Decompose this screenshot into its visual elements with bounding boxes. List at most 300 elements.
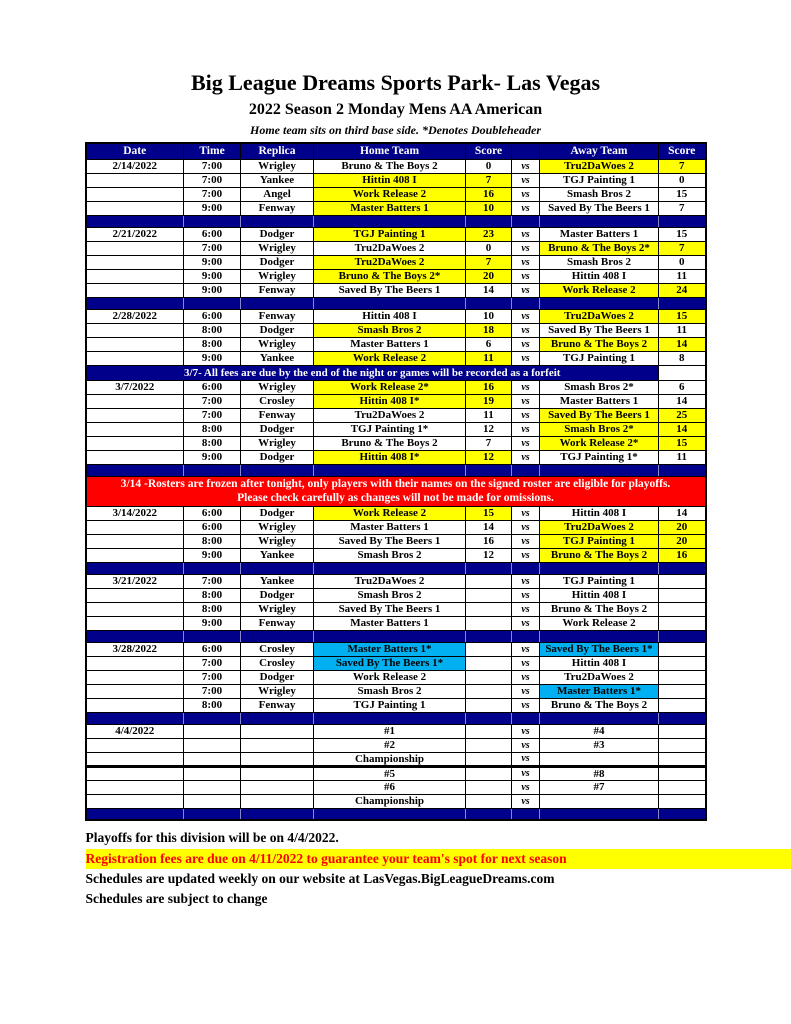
game-row xyxy=(86,602,706,616)
away-team-cell: #8 xyxy=(540,766,659,780)
home-team-cell: Tru2DaWoes 2 xyxy=(314,255,466,269)
game-row xyxy=(86,616,706,630)
home-team-cell: Championship xyxy=(314,752,466,766)
replica-cell: Fenway xyxy=(241,201,314,215)
game-row xyxy=(86,159,706,173)
home-score-cell xyxy=(466,780,512,794)
home-team-cell: Hittin 408 I* xyxy=(314,394,466,408)
separator-cell xyxy=(466,712,512,724)
replica-cell: Angel xyxy=(241,187,314,201)
date-cell: 2/28/2022 xyxy=(86,309,184,323)
separator-cell xyxy=(314,562,466,574)
away-team-cell: TGJ Painting 1 xyxy=(540,173,659,187)
date-cell xyxy=(86,656,184,670)
separator-cell xyxy=(314,464,466,476)
separator-cell xyxy=(86,630,184,642)
game-row xyxy=(86,506,706,520)
replica-cell: Fenway xyxy=(241,698,314,712)
game-row xyxy=(86,642,706,656)
away-team-cell: #4 xyxy=(540,724,659,738)
home-team-cell: Work Release 2* xyxy=(314,380,466,394)
time-cell xyxy=(184,780,241,794)
time-cell: 8:00 xyxy=(184,323,241,337)
home-score-cell: 12 xyxy=(466,450,512,464)
vs-label: vs xyxy=(512,422,540,436)
vs-label: vs xyxy=(512,323,540,337)
column-header-away-score: Score xyxy=(659,143,706,159)
away-score-cell xyxy=(659,642,706,656)
away-score-cell xyxy=(659,656,706,670)
separator-cell xyxy=(184,712,241,724)
time-cell: 6:00 xyxy=(184,309,241,323)
home-team-cell: Work Release 2 xyxy=(314,670,466,684)
home-score-cell xyxy=(466,588,512,602)
away-score-cell: 11 xyxy=(659,269,706,283)
time-cell: 9:00 xyxy=(184,255,241,269)
separator-cell xyxy=(86,808,184,820)
away-team-cell: TGJ Painting 1 xyxy=(540,534,659,548)
replica-cell: Dodger xyxy=(241,670,314,684)
date-cell xyxy=(86,698,184,712)
date-cell xyxy=(86,766,184,780)
home-score-cell xyxy=(466,698,512,712)
game-row xyxy=(86,656,706,670)
separator-cell xyxy=(184,215,241,227)
separator-cell xyxy=(659,712,706,724)
time-cell: 8:00 xyxy=(184,698,241,712)
time-cell: 7:00 xyxy=(184,241,241,255)
registration-fees-note: Registration fees are due on 4/11/2022 to guarantee your team's spot for next season xyxy=(86,849,791,869)
home-team-note: Home team sits on third base side. *Denotes Doubleheader xyxy=(250,122,541,137)
away-team-cell: Saved By The Beers 1 xyxy=(540,408,659,422)
vs-label: vs xyxy=(512,548,540,562)
time-cell: 9:00 xyxy=(184,351,241,365)
home-team-cell: Bruno & The Boys 2 xyxy=(314,436,466,450)
home-team-cell: Master Batters 1 xyxy=(314,201,466,215)
home-team-cell: #6 xyxy=(314,780,466,794)
game-row xyxy=(86,724,706,738)
time-cell xyxy=(184,724,241,738)
away-score-cell: 7 xyxy=(659,241,706,255)
time-cell: 6:00 xyxy=(184,506,241,520)
replica-cell: Dodger xyxy=(241,422,314,436)
replica-cell: Crosley xyxy=(241,642,314,656)
column-header-time: Time xyxy=(184,143,241,159)
separator-cell xyxy=(512,562,540,574)
home-team-cell: Saved By The Beers 1* xyxy=(314,656,466,670)
away-team-cell: Tru2DaWoes 2 xyxy=(540,159,659,173)
away-score-cell xyxy=(659,766,706,780)
separator-cell xyxy=(466,297,512,309)
home-team-cell: Hittin 408 I* xyxy=(314,450,466,464)
game-row xyxy=(86,520,706,534)
home-score-cell xyxy=(466,670,512,684)
home-team-cell: Championship xyxy=(314,794,466,808)
replica-cell: Wrigley xyxy=(241,534,314,548)
home-score-cell: 18 xyxy=(466,323,512,337)
away-team-cell: Smash Bros 2 xyxy=(540,187,659,201)
away-score-cell xyxy=(659,738,706,752)
vs-label: vs xyxy=(512,394,540,408)
separator-cell xyxy=(466,215,512,227)
away-score-cell: 0 xyxy=(659,255,706,269)
separator-cell xyxy=(659,562,706,574)
away-score-cell: 14 xyxy=(659,506,706,520)
vs-label: vs xyxy=(512,380,540,394)
away-team-cell: Hittin 408 I xyxy=(540,588,659,602)
separator-cell xyxy=(314,712,466,724)
time-cell: 7:00 xyxy=(184,574,241,588)
separator-cell xyxy=(540,562,659,574)
separator-cell xyxy=(466,808,512,820)
date-cell xyxy=(86,187,184,201)
date-cell xyxy=(86,269,184,283)
vs-label: vs xyxy=(512,616,540,630)
separator-cell xyxy=(184,297,241,309)
vs-label: vs xyxy=(512,173,540,187)
vs-label: vs xyxy=(512,159,540,173)
column-header-replica: Replica xyxy=(241,143,314,159)
vs-label: vs xyxy=(512,187,540,201)
separator-cell xyxy=(466,464,512,476)
away-score-cell xyxy=(659,616,706,630)
replica-cell: Fenway xyxy=(241,309,314,323)
time-cell: 7:00 xyxy=(184,159,241,173)
replica-cell: Wrigley xyxy=(241,380,314,394)
home-score-cell xyxy=(466,752,512,766)
away-score-cell: 16 xyxy=(659,548,706,562)
replica-cell: Dodger xyxy=(241,255,314,269)
home-team-cell: Bruno & The Boys 2* xyxy=(314,269,466,283)
separator-cell xyxy=(241,464,314,476)
replica-cell: Dodger xyxy=(241,323,314,337)
away-score-cell xyxy=(659,684,706,698)
home-score-cell: 6 xyxy=(466,337,512,351)
separator-cell xyxy=(314,297,466,309)
replica-cell: Wrigley xyxy=(241,337,314,351)
home-team-cell: Saved By The Beers 1 xyxy=(314,283,466,297)
away-score-cell: 14 xyxy=(659,337,706,351)
week-separator xyxy=(86,562,706,574)
home-score-cell: 19 xyxy=(466,394,512,408)
replica-cell: Wrigley xyxy=(241,241,314,255)
date-cell xyxy=(86,255,184,269)
replica-cell: Wrigley xyxy=(241,269,314,283)
week-separator xyxy=(86,297,706,309)
time-cell: 7:00 xyxy=(184,394,241,408)
replica-cell xyxy=(241,794,314,808)
home-score-cell xyxy=(466,656,512,670)
date-cell: 2/21/2022 xyxy=(86,227,184,241)
home-team-cell: Smash Bros 2 xyxy=(314,323,466,337)
vs-label: vs xyxy=(512,670,540,684)
game-row xyxy=(86,670,706,684)
vs-label: vs xyxy=(512,408,540,422)
home-score-cell xyxy=(466,684,512,698)
separator-cell xyxy=(512,215,540,227)
date-cell xyxy=(86,534,184,548)
date-cell: 3/14/2022 xyxy=(86,506,184,520)
time-cell: 8:00 xyxy=(184,422,241,436)
separator-cell xyxy=(540,808,659,820)
home-score-cell: 14 xyxy=(466,283,512,297)
vs-label: vs xyxy=(512,450,540,464)
date-cell xyxy=(86,450,184,464)
vs-label: vs xyxy=(512,684,540,698)
time-cell: 7:00 xyxy=(184,173,241,187)
home-team-cell: Hittin 408 I xyxy=(314,173,466,187)
page-title: Big League Dreams Sports Park- Las Vegas xyxy=(190,70,601,95)
game-row xyxy=(86,574,706,588)
time-cell: 7:00 xyxy=(184,670,241,684)
away-score-cell xyxy=(659,752,706,766)
home-score-cell xyxy=(466,574,512,588)
time-cell: 9:00 xyxy=(184,548,241,562)
home-score-cell: 10 xyxy=(466,201,512,215)
away-team-cell: TGJ Painting 1 xyxy=(540,574,659,588)
date-cell: 4/4/2022 xyxy=(86,724,184,738)
roster-freeze-banner-line: Please check carefully as changes will not be made for omissions. xyxy=(237,492,554,505)
time-cell: 8:00 xyxy=(184,436,241,450)
vs-label: vs xyxy=(512,255,540,269)
away-team-cell: Saved By The Beers 1* xyxy=(540,642,659,656)
replica-cell: Wrigley xyxy=(241,436,314,450)
home-team-cell: TGJ Painting 1 xyxy=(314,698,466,712)
column-header-home-team: Home Team xyxy=(314,143,466,159)
away-team-cell: Master Batters 1 xyxy=(540,394,659,408)
home-score-cell xyxy=(466,794,512,808)
home-score-cell: 11 xyxy=(466,351,512,365)
date-cell xyxy=(86,588,184,602)
time-cell xyxy=(184,738,241,752)
separator-cell xyxy=(184,464,241,476)
time-cell: 7:00 xyxy=(184,684,241,698)
separator-cell xyxy=(314,808,466,820)
replica-cell: Yankee xyxy=(241,548,314,562)
away-score-cell: 6 xyxy=(659,380,706,394)
away-team-cell: Work Release 2* xyxy=(540,436,659,450)
date-cell xyxy=(86,241,184,255)
home-team-cell: #1 xyxy=(314,724,466,738)
column-header-home-score: Score xyxy=(466,143,512,159)
replica-cell: Wrigley xyxy=(241,520,314,534)
separator-cell xyxy=(241,808,314,820)
home-score-cell: 20 xyxy=(466,269,512,283)
separator-cell xyxy=(659,464,706,476)
vs-label: vs xyxy=(512,642,540,656)
home-team-cell: Tru2DaWoes 2 xyxy=(314,408,466,422)
away-score-cell xyxy=(659,794,706,808)
time-cell: 6:00 xyxy=(184,642,241,656)
away-team-cell: #3 xyxy=(540,738,659,752)
away-score-cell xyxy=(659,780,706,794)
time-cell: 9:00 xyxy=(184,269,241,283)
footer-note: Schedules are updated weekly on our website at LasVegas.BigLeagueDreams.com xyxy=(85,870,555,886)
away-team-cell: Tru2DaWoes 2 xyxy=(540,670,659,684)
vs-label: vs xyxy=(512,241,540,255)
time-cell: 6:00 xyxy=(184,380,241,394)
vs-label: vs xyxy=(512,698,540,712)
replica-cell: Wrigley xyxy=(241,602,314,616)
vs-label: vs xyxy=(512,752,540,766)
away-team-cell: Bruno & The Boys 2 xyxy=(540,698,659,712)
time-cell: 9:00 xyxy=(184,616,241,630)
date-cell xyxy=(86,422,184,436)
fees-banner-text: 3/7- All fees are due by the end of the night or games will be recorded as a forfeit xyxy=(86,365,659,380)
vs-label: vs xyxy=(512,506,540,520)
date-cell: 3/7/2022 xyxy=(86,380,184,394)
away-team-cell: Hittin 408 I xyxy=(540,656,659,670)
away-team-cell: Master Batters 1* xyxy=(540,684,659,698)
date-cell: 3/21/2022 xyxy=(86,574,184,588)
away-team-cell: TGJ Painting 1 xyxy=(540,351,659,365)
date-cell xyxy=(86,201,184,215)
home-score-cell xyxy=(466,738,512,752)
replica-cell: Yankee xyxy=(241,351,314,365)
time-cell: 8:00 xyxy=(184,588,241,602)
replica-cell xyxy=(241,752,314,766)
date-cell xyxy=(86,337,184,351)
separator-cell xyxy=(540,215,659,227)
date-cell xyxy=(86,408,184,422)
separator-cell xyxy=(184,808,241,820)
vs-label: vs xyxy=(512,574,540,588)
date-cell xyxy=(86,436,184,450)
away-score-cell xyxy=(659,670,706,684)
home-score-cell xyxy=(466,724,512,738)
replica-cell xyxy=(241,766,314,780)
time-cell: 9:00 xyxy=(184,450,241,464)
game-row xyxy=(86,269,706,283)
game-row xyxy=(86,588,706,602)
away-team-cell: Tru2DaWoes 2 xyxy=(540,309,659,323)
game-row xyxy=(86,309,706,323)
footer-notes xyxy=(86,828,706,909)
away-team-cell: Saved By The Beers 1 xyxy=(540,323,659,337)
away-team-cell: Hittin 408 I xyxy=(540,269,659,283)
home-score-cell: 11 xyxy=(466,408,512,422)
away-score-cell: 15 xyxy=(659,227,706,241)
home-team-cell: TGJ Painting 1 xyxy=(314,227,466,241)
home-team-cell: Work Release 2 xyxy=(314,351,466,365)
home-score-cell xyxy=(466,616,512,630)
date-cell: 3/28/2022 xyxy=(86,642,184,656)
replica-cell: Dodger xyxy=(241,227,314,241)
separator-cell xyxy=(86,215,184,227)
home-score-cell: 14 xyxy=(466,520,512,534)
away-team-cell: Saved By The Beers 1 xyxy=(540,201,659,215)
separator-cell xyxy=(314,630,466,642)
home-score-cell: 23 xyxy=(466,227,512,241)
footer-note: Schedules are subject to change xyxy=(85,891,268,907)
game-row xyxy=(86,394,706,408)
time-cell: 6:00 xyxy=(184,520,241,534)
home-score-cell: 10 xyxy=(466,309,512,323)
vs-label: vs xyxy=(512,724,540,738)
game-row xyxy=(86,201,706,215)
away-team-cell: Work Release 2 xyxy=(540,616,659,630)
separator-cell xyxy=(512,297,540,309)
column-header-date: Date xyxy=(86,143,184,159)
home-team-cell: #5 xyxy=(314,766,466,780)
away-team-cell: Bruno & The Boys 2 xyxy=(540,548,659,562)
game-row xyxy=(86,323,706,337)
vs-label: vs xyxy=(512,337,540,351)
vs-label: vs xyxy=(512,656,540,670)
game-row xyxy=(86,752,706,766)
away-team-cell: Smash Bros 2* xyxy=(540,380,659,394)
away-team-cell: Bruno & The Boys 2 xyxy=(540,602,659,616)
week-separator xyxy=(86,808,706,820)
separator-cell xyxy=(512,630,540,642)
away-score-cell: 7 xyxy=(659,201,706,215)
home-team-cell: Tru2DaWoes 2 xyxy=(314,241,466,255)
game-row xyxy=(86,351,706,365)
away-score-cell xyxy=(659,724,706,738)
vs-label: vs xyxy=(512,602,540,616)
roster-freeze-banner xyxy=(86,476,706,506)
home-score-cell: 16 xyxy=(466,187,512,201)
vs-label: vs xyxy=(512,766,540,780)
separator-cell xyxy=(540,464,659,476)
column-header-vs xyxy=(512,143,540,159)
replica-cell: Dodger xyxy=(241,588,314,602)
date-cell xyxy=(86,794,184,808)
separator-cell xyxy=(184,630,241,642)
game-row xyxy=(86,380,706,394)
vs-label: vs xyxy=(512,436,540,450)
game-row xyxy=(86,534,706,548)
home-score-cell: 7 xyxy=(466,436,512,450)
home-team-cell: Master Batters 1* xyxy=(314,642,466,656)
time-cell: 7:00 xyxy=(184,656,241,670)
away-score-cell xyxy=(659,588,706,602)
time-cell: 8:00 xyxy=(184,534,241,548)
game-row xyxy=(86,548,706,562)
separator-cell xyxy=(659,215,706,227)
date-cell xyxy=(86,602,184,616)
vs-label: vs xyxy=(512,780,540,794)
date-cell xyxy=(86,173,184,187)
away-team-cell: #7 xyxy=(540,780,659,794)
home-team-cell: Hittin 408 I xyxy=(314,309,466,323)
date-cell xyxy=(86,351,184,365)
date-cell xyxy=(86,670,184,684)
home-team-cell: Smash Bros 2 xyxy=(314,548,466,562)
replica-cell xyxy=(241,724,314,738)
replica-cell: Dodger xyxy=(241,506,314,520)
separator-cell xyxy=(659,630,706,642)
away-team-cell: Bruno & The Boys 2 xyxy=(540,337,659,351)
home-team-cell: TGJ Painting 1* xyxy=(314,422,466,436)
game-row xyxy=(86,408,706,422)
replica-cell xyxy=(241,738,314,752)
separator-cell xyxy=(86,297,184,309)
week-separator xyxy=(86,215,706,227)
game-row xyxy=(86,738,706,752)
vs-label: vs xyxy=(512,351,540,365)
away-score-cell: 11 xyxy=(659,323,706,337)
away-score-cell: 8 xyxy=(659,351,706,365)
separator-cell xyxy=(241,562,314,574)
game-row xyxy=(86,173,706,187)
game-row xyxy=(86,450,706,464)
away-score-cell: 25 xyxy=(659,408,706,422)
home-team-cell: Smash Bros 2 xyxy=(314,588,466,602)
separator-cell xyxy=(241,215,314,227)
home-team-cell: Tru2DaWoes 2 xyxy=(314,574,466,588)
vs-label: vs xyxy=(512,738,540,752)
